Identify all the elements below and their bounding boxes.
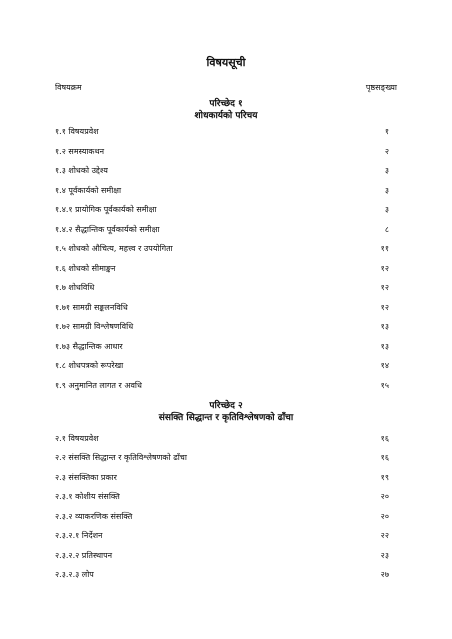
column-header-pages: पृष्ठसङ्ख्या [365, 83, 397, 92]
toc-entry [55, 491, 397, 503]
entry-text: १.७ शोधविधि [55, 283, 95, 292]
toc-entry [55, 282, 397, 294]
chapter-label: परिच्छेद १ [209, 99, 243, 109]
toc-entry [55, 472, 397, 484]
entry-text: १.२ समस्याकथन [55, 147, 105, 156]
entry-page: ११ [380, 244, 389, 253]
entry-text: १.४.१ प्रायोगिक पूर्वकार्यको समीक्षा [55, 205, 157, 214]
entry-page: ३ [384, 166, 389, 175]
entry-text: २.३.२.१ निर्देशन [55, 531, 103, 540]
entry-page: ३ [384, 205, 389, 214]
entry-page: १४ [380, 361, 389, 370]
toc-entry [55, 433, 397, 445]
entry-text: १.३ शोधको उद्देश्य [55, 166, 108, 175]
entry-page: १६ [380, 434, 389, 443]
entry-text: २.३.२ व्याकरणिक संसक्ति [55, 512, 133, 521]
entry-page: १३ [380, 322, 389, 331]
toc-entry [55, 380, 397, 392]
chapter-label: परिच्छेद २ [209, 401, 243, 411]
chapter-title: संसक्ति सिद्धान्त र कृतिविश्लेषणको ढाँचा [158, 413, 294, 423]
toc-entry [55, 452, 397, 464]
entry-text: २.१ विषयप्रवेश [55, 434, 99, 443]
toc-entry [55, 185, 397, 197]
page-title: विषयसूची [206, 56, 246, 69]
entry-page: १२ [380, 303, 389, 312]
entry-text: १.७३ सैद्धान्तिक आधार [55, 342, 123, 351]
entry-text: १.४ पूर्वकार्यको समीक्षा [55, 186, 122, 195]
entry-text: १.७२ सामग्री विश्लेषणविधि [55, 322, 134, 331]
chapter-heading-2 [0, 400, 452, 424]
entry-text: २.२ संसक्ति सिद्धान्त र कृतिविश्लेषणको ढाँचा [55, 453, 187, 462]
toc-entry [55, 165, 397, 177]
toc-entry [55, 243, 397, 255]
chapter-title: शोधकार्यको परिचय [194, 111, 258, 121]
entry-text: १.४.२ सैद्धान्तिक पूर्वकार्यको समीक्षा [55, 225, 160, 234]
entry-page: २० [380, 512, 389, 521]
column-header-topics: विषयक्रम [55, 83, 82, 92]
entry-page: २३ [380, 551, 389, 560]
toc-entry [55, 530, 397, 542]
column-headers [55, 82, 397, 94]
entry-page: १ [384, 127, 389, 136]
entry-page: ३ [384, 186, 389, 195]
entry-text: २.३.१ कोशीय संसक्ति [55, 492, 120, 501]
entry-page: ८ [384, 225, 389, 234]
entry-page: २२ [380, 531, 389, 540]
toc-entry [55, 341, 397, 353]
entry-page: २० [380, 492, 389, 501]
entry-text: १.६ शोधको सीमाङ्कन [55, 264, 116, 273]
entry-text: २.३.२.३ लोप [55, 570, 94, 579]
toc-entry [55, 146, 397, 158]
entry-page: १३ [380, 342, 389, 351]
toc-entry [55, 511, 397, 523]
entry-page: १२ [380, 283, 389, 292]
entry-text: २.३ संसक्तिका प्रकार [55, 473, 117, 482]
toc-entry [55, 550, 397, 562]
entry-text: २.३.२.२ प्रतिस्थापन [55, 551, 113, 560]
entry-page: १९ [380, 473, 389, 482]
toc-entry [55, 569, 397, 581]
entry-text: १.१ विषयप्रवेश [55, 127, 99, 136]
entry-text: १.९ अनुमानित लागत र अवधि [55, 381, 142, 390]
entry-page: २७ [380, 570, 389, 579]
entry-page: १२ [380, 264, 389, 273]
toc-entry [55, 126, 397, 138]
toc-entry [55, 302, 397, 314]
toc-entry [55, 321, 397, 333]
toc-entry [55, 263, 397, 275]
entry-page: १६ [380, 453, 389, 462]
toc-entry [55, 224, 397, 236]
entry-text: १.८ शोधपत्रको रूपरेखा [55, 361, 124, 370]
entry-page: २ [384, 147, 389, 156]
toc-entry [55, 360, 397, 372]
chapter-heading-1 [0, 98, 452, 122]
entry-text: १.७१ सामग्री सङ्कलनविधि [55, 303, 128, 312]
entry-page: १५ [380, 381, 389, 390]
entry-text: १.५ शोधको औचित्य, महत्त्व र उपयोगिता [55, 244, 173, 253]
toc-entry [55, 204, 397, 216]
